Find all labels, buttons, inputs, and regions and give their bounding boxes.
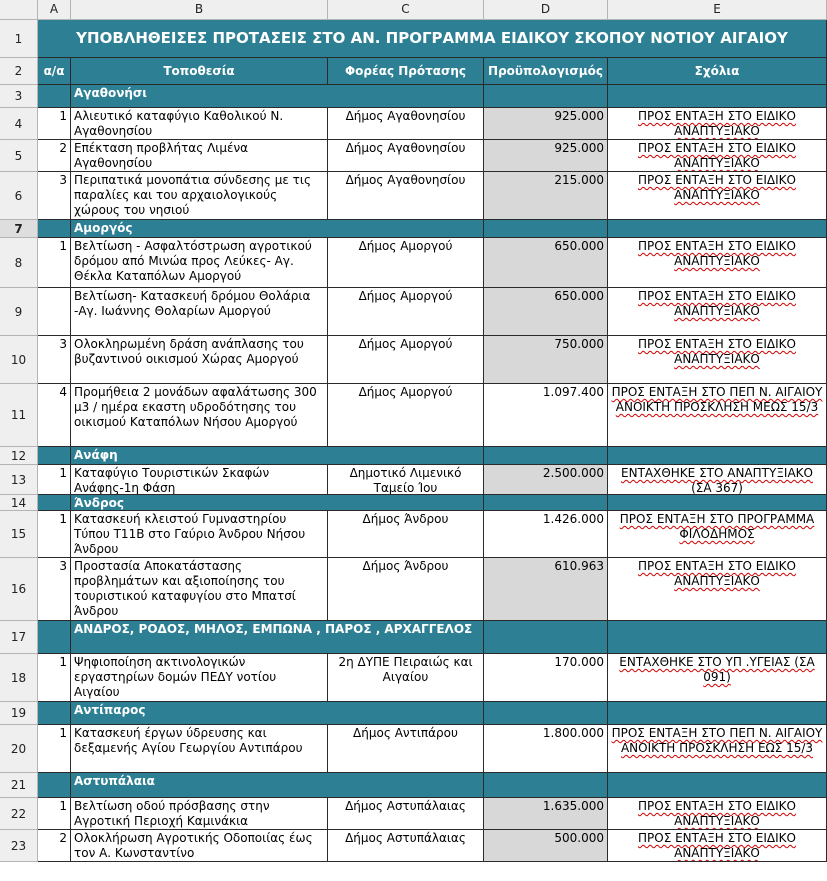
comment-text: ΠΡΟΣ ΕΝΤΑΞΗ ΣΤΟ ΕΙΔΙΚΟ ΑΝΑΠΤΥΞΙΑΚΟ [638,289,796,318]
cell-body[interactable]: Δήμος Αμοργού [328,288,484,336]
comment-text: ΠΡΟΣ ΕΝΤΑΞΗ ΣΤΟ ΠΡΟΓΡΑΜΜΑ ΦΙΛΟΔΗΜΟΣ [619,512,815,541]
section-cell-d[interactable] [484,447,608,465]
cell-body[interactable]: Δήμος Αμοργού [328,384,484,447]
section-cell-e[interactable] [608,447,827,465]
cell-budget[interactable]: 1.426.000 [484,511,608,558]
cell-budget[interactable]: 1.097.400 [484,384,608,447]
row-header-13[interactable]: 13 [0,465,38,495]
section-label[interactable]: Ανάφη [71,447,484,465]
comment-text: ΠΡΟΣ ΕΝΤΑΞΗ ΣΤΟ ΕΙΔΙΚΟ ΑΝΑΠΤΥΞΙΑΚΟ [638,831,796,860]
cell-budget[interactable]: 925.000 [484,140,608,172]
cell-location[interactable]: Βελτίωση - Ασφαλτόστρωση αγροτικού δρόμου από Μινώα προς Λεύκες- Αγ. Θέκλα Καταπόλων Αμοργού [71,238,328,288]
comment-text: ΕΝΤΑΧΘΗΚΕ ΣΤΟ ΑΝΑΠΤΥΞΙΑΚΟ (ΣΑ 367) [621,466,813,495]
section-cell-a[interactable] [38,85,71,108]
row-header-17[interactable]: 17 [0,621,38,654]
cell-body[interactable]: Δημοτικό Λιμενικό Ταμείο Ίου [328,465,484,495]
section-label[interactable]: Άνδρος [71,495,484,511]
cell-comments[interactable] [608,172,827,220]
cell-comments[interactable] [608,140,827,172]
cell-location[interactable]: Προμήθεια 2 μονάδων αφαλάτωσης 300 μ3 / ημέρα εκαστη υδροδότησης του οικισμού Καταπόλων Νήσου Αμοργού [71,384,328,447]
cell-aa[interactable]: 4 [38,384,71,447]
cell-aa[interactable]: 1 [38,465,71,495]
section-label[interactable]: Αγαθονήσι [71,85,484,108]
cell-budget[interactable]: 925.000 [484,108,608,140]
cell-comments[interactable] [608,108,827,140]
header-cell-body[interactable]: Φορέας Πρότασης [328,58,484,85]
cell-budget[interactable]: 2.500.000 [484,465,608,495]
cell-aa[interactable]: 3 [38,172,71,220]
row-header-3[interactable]: 3 [0,85,38,108]
section-cell-a[interactable] [38,702,71,725]
cell-budget[interactable]: 170.000 [484,654,608,702]
cell-location[interactable]: Περιπατικά μονοπάτια σύνδεσης με τις παραλίες και του αρχαιολογικούς χώρους του νησιού [71,172,328,220]
header-cell-comments[interactable]: Σχόλια [608,58,827,85]
comment-text: ΠΡΟΣ ΕΝΤΑΞΗ ΣΤΟ ΕΙΔΙΚΟ ΑΝΑΠΤΥΞΙΑΚΟ [638,799,796,828]
section-cell-a[interactable] [38,220,71,238]
comment-text: ΠΡΟΣ ΕΝΤΑΞΗ ΣΤΟ ΕΙΔΙΚΟ ΑΝΑΠΤΥΞΙΑΚΟ [638,173,796,202]
cell-budget[interactable]: 215.000 [484,172,608,220]
section-cell-d[interactable] [484,702,608,725]
row-header-2[interactable]: 2 [0,58,38,85]
cell-aa[interactable]: 1 [38,725,71,773]
section-cell-e[interactable] [608,773,827,798]
cell-body[interactable]: Δήμος Αγαθονησίου [328,108,484,140]
cell-body[interactable]: Δήμος Αστυπάλαιας [328,830,484,862]
cell-aa[interactable]: 1 [38,798,71,830]
section-cell-e[interactable] [608,495,827,511]
cell-comments[interactable] [608,511,827,558]
section-label[interactable]: ΑΝΔΡΟΣ, ΡΟΔΟΣ, ΜΗΛΟΣ, ΕΜΠΩΝΑ , ΠΑΡΟΣ , ΑΡΧΑΓΓΕΛΟΣ [71,621,484,654]
cell-body[interactable]: Δήμος Αστυπάλαιας [328,798,484,830]
cell-budget[interactable]: 650.000 [484,288,608,336]
cell-body[interactable]: Δήμος Αγαθονησίου [328,140,484,172]
cell-budget[interactable]: 1.635.000 [484,798,608,830]
cell-comments[interactable] [608,465,827,495]
comment-text: ΠΡΟΣ ΕΝΤΑΞΗ ΣΤΟ ΠΕΠ Ν. ΑΙΓΑΙΟΥ ΑΝΟΙΚΤΗ ΠΡΟΣΚΛΗΣΗ ΕΩΣ 15/3 [611,726,823,755]
section-label[interactable]: Αντίπαρος [71,702,484,725]
section-cell-d[interactable] [484,621,608,654]
cell-location[interactable]: Ολοκληρωμένη δράση ανάπλασης του βυζαντινού οικισμού Χώρας Αμοργού [71,336,328,384]
cell-comments[interactable] [608,384,827,447]
cell-location[interactable]: Κατασκευή κλειστού Γυμναστηρίου Τύπου Τ11Β στο Γαύριο Άνδρου Νήσου Άνδρου [71,511,328,558]
cell-location[interactable]: Κατασκευή έργων ύδρευσης και δεξαμενής Αγίου Γεωργίου Αντιπάρου [71,725,328,773]
comment-text: ΠΡΟΣ ΕΝΤΑΞΗ ΣΤΟ ΕΙΔΙΚΟ ΑΝΑΠΤΥΞΙΑΚΟ [638,141,796,170]
cell-comments[interactable] [608,336,827,384]
cell-aa[interactable]: 2 [38,140,71,172]
row-header-7[interactable]: 7 [0,220,38,238]
row-header-12[interactable]: 12 [0,447,38,465]
cell-comments[interactable] [608,558,827,621]
cell-aa[interactable] [38,288,71,336]
section-cell-a[interactable] [38,773,71,798]
section-label[interactable]: Αμοργός [71,220,484,238]
cell-comments[interactable] [608,830,827,862]
header-cell-location[interactable]: Τοποθεσία [71,58,328,85]
cell-aa[interactable]: 1 [38,654,71,702]
cell-location[interactable]: Ολοκλήρωση Αγροτικής Οδοποιίας έως τον Α. Κωνσταντίνο [71,830,328,862]
cell-budget[interactable]: 610.963 [484,558,608,621]
section-cell-a[interactable] [38,495,71,511]
cell-body[interactable]: Δήμος Άνδρου [328,558,484,621]
row-header-18[interactable]: 18 [0,654,38,702]
cell-aa[interactable]: 3 [38,558,71,621]
cell-body[interactable]: Δήμος Αμοργού [328,336,484,384]
comment-text: ΠΡΟΣ ΕΝΤΑΞΗ ΣΤΟ ΕΙΔΙΚΟ ΑΝΑΠΤΥΞΙΑΚΟ [638,109,796,138]
row-header-10[interactable]: 10 [0,336,38,384]
section-cell-a[interactable] [38,621,71,654]
row-header-19[interactable]: 19 [0,702,38,725]
comment-text: ΕΝΤΑΧΘΗΚΕ ΣΤΟ ΥΠ .ΥΓΕΙΑΣ (ΣΑ 091) [619,655,815,684]
cell-aa[interactable]: 1 [38,238,71,288]
cell-location[interactable]: Βελτίωση- Κατασκευή δρόμου Θολάρια -Αγ. Ιωάννης Θολαρίων Αμοργού [71,288,328,336]
cell-location[interactable]: Βελτίωση οδού πρόσβασης στην Αγροτική Περιοχή Καμινάκια [71,798,328,830]
row-header-14[interactable]: 14 [0,495,38,511]
cell-budget[interactable]: 500.000 [484,830,608,862]
section-cell-e[interactable] [608,85,827,108]
row-header-16[interactable]: 16 [0,558,38,621]
column-header-c[interactable]: C [328,0,484,20]
cell-aa[interactable]: 1 [38,511,71,558]
section-cell-d[interactable] [484,220,608,238]
row-header-21[interactable]: 21 [0,773,38,798]
cell-location[interactable]: Ψηφιοποίηση ακτινολογικών εργαστηρίων δομών ΠΕΔΥ νοτίου Αιγαίου [71,654,328,702]
select-all-corner[interactable] [0,0,38,20]
row-header-23[interactable]: 23 [0,830,38,862]
row-header-5[interactable]: 5 [0,140,38,172]
column-header-b[interactable]: B [71,0,328,20]
cell-comments[interactable] [608,288,827,336]
row-header-1[interactable]: 1 [0,20,38,58]
row-header-15[interactable]: 15 [0,511,38,558]
cell-budget[interactable]: 750.000 [484,336,608,384]
section-cell-e[interactable] [608,702,827,725]
section-cell-d[interactable] [484,85,608,108]
header-cell-budget[interactable]: Προϋπολογισμός [484,58,608,85]
row-header-6[interactable]: 6 [0,172,38,220]
row-header-20[interactable]: 20 [0,725,38,773]
row-header-9[interactable]: 9 [0,288,38,336]
cell-location[interactable]: Αλιευτικό καταφύγιο Καθολικού Ν. Αγαθονησίου [71,108,328,140]
row-header-8[interactable]: 8 [0,238,38,288]
column-header-e[interactable]: E [608,0,827,20]
column-header-d[interactable]: D [484,0,608,20]
comment-text: ΠΡΟΣ ΕΝΤΑΞΗ ΣΤΟ ΕΙΔΙΚΟ ΑΝΑΠΤΥΞΙΑΚΟ [638,337,796,366]
comment-text: ΠΡΟΣ ΕΝΤΑΞΗ ΣΤΟ ΠΕΠ Ν. ΑΙΓΑΙΟΥ ΑΝΟΙΚΤΗ ΠΡΟΣΚΛΗΣΗ ΜΕΩΣ 15/3 [611,385,823,414]
cell-aa[interactable]: 1 [38,108,71,140]
cell-budget[interactable]: 1.800.000 [484,725,608,773]
row-header-4[interactable]: 4 [0,108,38,140]
cell-location[interactable]: Προστασία Αποκατάστασης προβλημάτων και αξιοποίησης του τουριστικού καταφυγίου στο Μπατσί Άνδρου [71,558,328,621]
cell-location[interactable]: Καταφύγιο Τουριστικών Σκαφών Ανάφης-1η Φάση [71,465,328,495]
section-label[interactable]: Αστυπάλαια [71,773,484,798]
cell-body[interactable]: 2η ΔΥΠΕ Πειραιώς και Αιγαίου [328,654,484,702]
section-cell-a[interactable] [38,447,71,465]
section-cell-d[interactable] [484,495,608,511]
column-header-a[interactable]: A [38,0,71,20]
comment-text: ΠΡΟΣ ΕΝΤΑΞΗ ΣΤΟ ΕΙΔΙΚΟ ΑΝΑΠΤΥΞΙΑΚΟ [638,559,796,588]
cell-comments[interactable] [608,238,827,288]
cell-location[interactable]: Επέκταση προβλήτας Λιμένα Αγαθονησίου [71,140,328,172]
section-cell-d[interactable] [484,773,608,798]
cell-body[interactable]: Δήμος Αγαθονησίου [328,172,484,220]
cell-comments[interactable] [608,725,827,773]
section-cell-e[interactable] [608,621,827,654]
cell-aa[interactable]: 2 [38,830,71,862]
row-header-22[interactable]: 22 [0,798,38,830]
row-header-11[interactable]: 11 [0,384,38,447]
comment-text: ΠΡΟΣ ΕΝΤΑΞΗ ΣΤΟ ΕΙΔΙΚΟ ΑΝΑΠΤΥΞΙΑΚΟ [638,239,796,268]
cell-comments[interactable] [608,654,827,702]
section-cell-e[interactable] [608,220,827,238]
cell-aa[interactable]: 3 [38,336,71,384]
cell-body[interactable]: Δήμος Άνδρου [328,511,484,558]
cell-body[interactable]: Δήμος Αμοργού [328,238,484,288]
cell-body[interactable]: Δήμος Αντιπάρου [328,725,484,773]
header-cell-aa[interactable]: α/α [38,58,71,85]
cell-comments[interactable] [608,798,827,830]
sheet-title[interactable]: ΥΠΟΒΛΗΘΕΙΣΕΣ ΠΡΟΤΑΣΕΙΣ ΣΤΟ ΑΝ. ΠΡΟΓΡΑΜΜΑ ΕΙΔΙΚΟΥ ΣΚΟΠΟΥ ΝΟΤΙΟΥ ΑΙΓΑΙΟΥ [38,20,827,58]
cell-budget[interactable]: 650.000 [484,238,608,288]
